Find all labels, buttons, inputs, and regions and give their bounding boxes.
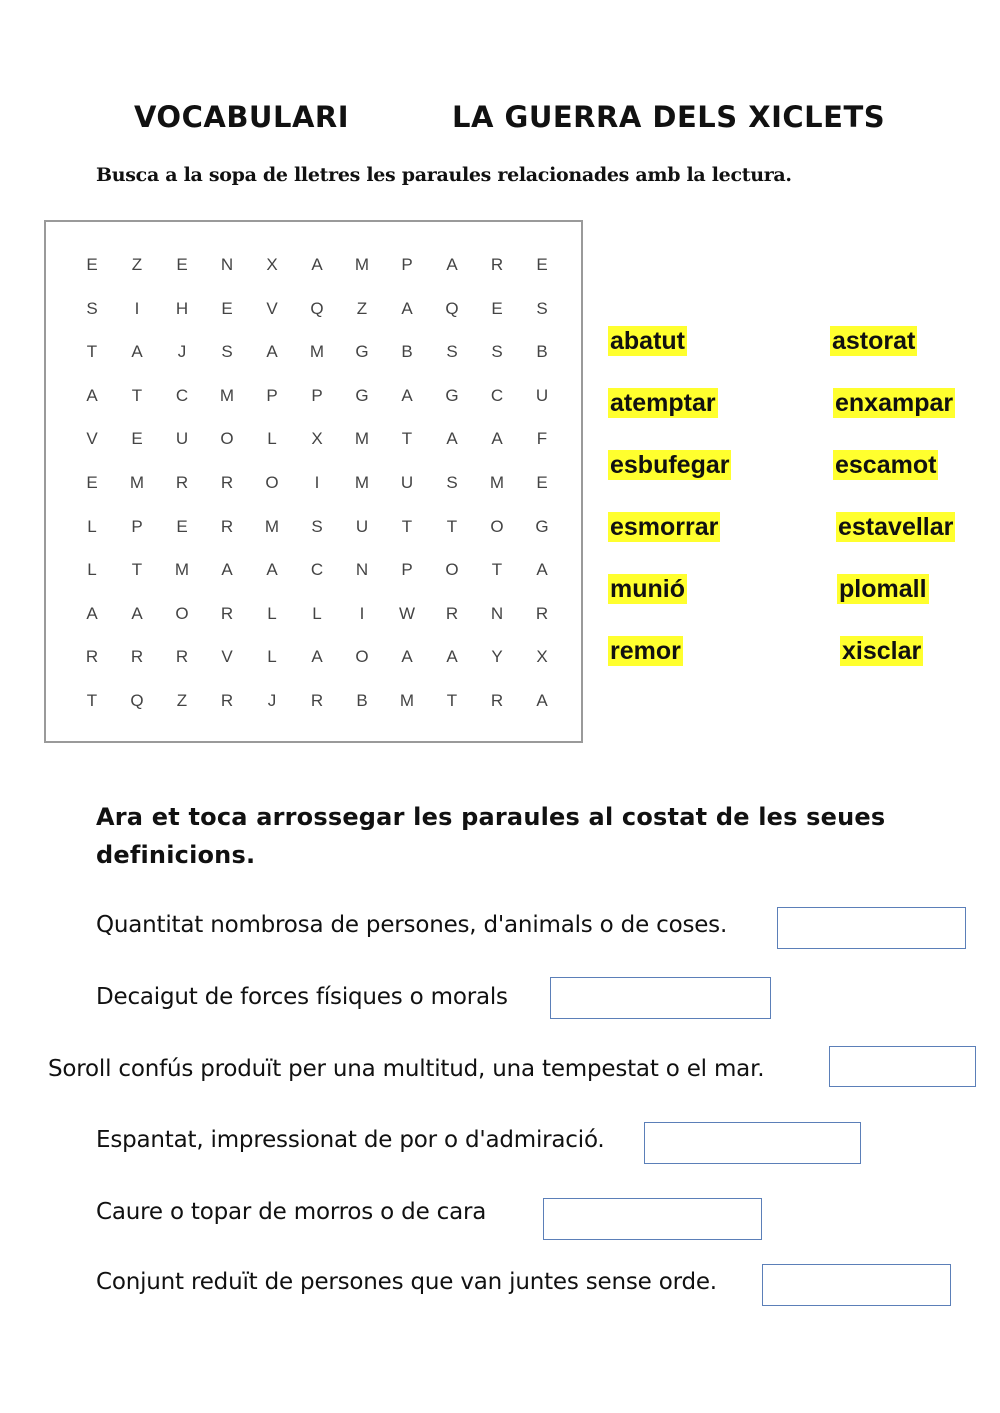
grid-letter[interactable]: T <box>401 516 413 536</box>
answer-box-5[interactable] <box>543 1198 762 1240</box>
grid-letter[interactable]: P <box>131 516 143 536</box>
grid-letter[interactable]: H <box>175 298 189 318</box>
grid-letter[interactable]: L <box>87 516 97 536</box>
grid-letter[interactable]: A <box>131 603 143 623</box>
grid-letter[interactable]: M <box>219 385 235 405</box>
grid-letter[interactable]: E <box>176 255 188 274</box>
word-escamot[interactable]: escamot <box>835 451 937 479</box>
grid-letter[interactable]: J <box>177 342 187 362</box>
grid-letter[interactable]: U <box>400 473 414 492</box>
grid-letter[interactable]: X <box>266 255 278 274</box>
grid-letter[interactable]: A <box>266 342 278 362</box>
grid-letter[interactable]: M <box>354 473 370 492</box>
grid-letter[interactable]: V <box>221 647 233 667</box>
grid-letter[interactable]: M <box>354 429 370 449</box>
grid-letter[interactable]: S <box>86 298 98 318</box>
grid-letter[interactable]: I <box>134 298 140 318</box>
grid-letter[interactable]: A <box>86 603 98 623</box>
grid-letter[interactable]: E <box>491 298 503 318</box>
grid-letter[interactable]: O <box>445 560 459 580</box>
grid-letter[interactable]: Q <box>445 298 459 318</box>
grid-letter[interactable]: R <box>490 255 504 274</box>
word-search-instruction: Busca a la sopa de lletres les paraules relacionades amb la lectura. <box>96 164 792 186</box>
title-story: LA GUERRA DELS XICLETS <box>452 100 886 134</box>
grid-letter[interactable]: T <box>401 429 413 449</box>
grid-letter[interactable]: U <box>355 516 369 536</box>
definition-3: Soroll confús produït per una multitud, una tempestat o el mar. <box>48 1056 765 1082</box>
grid-letter[interactable]: R <box>175 473 189 492</box>
grid-letter[interactable]: C <box>310 560 324 580</box>
grid-letter[interactable]: R <box>220 603 234 623</box>
grid-letter[interactable]: U <box>535 385 549 405</box>
grid-letter[interactable]: A <box>401 647 413 667</box>
grid-letter[interactable]: Y <box>491 647 503 667</box>
grid-letter[interactable]: R <box>220 691 234 710</box>
grid-letter[interactable]: N <box>220 255 234 274</box>
grid-letter[interactable]: R <box>220 473 234 492</box>
grid-letter[interactable]: O <box>265 473 279 492</box>
word-abatut[interactable]: abatut <box>610 327 685 355</box>
grid-letter[interactable]: G <box>355 342 369 362</box>
word-esbufegar[interactable]: esbufegar <box>610 451 730 479</box>
grid-letter[interactable]: R <box>85 647 99 667</box>
grid-letter[interactable]: R <box>310 691 324 710</box>
grid-letter[interactable]: N <box>355 560 369 580</box>
grid-letter[interactable]: F <box>536 429 548 449</box>
grid-letter[interactable]: O <box>355 647 369 667</box>
grid-letter[interactable]: M <box>309 342 325 362</box>
grid-letter[interactable]: E <box>221 298 233 318</box>
grid-letter[interactable]: E <box>86 255 98 274</box>
grid-letter[interactable]: G <box>355 385 369 405</box>
grid-letter[interactable]: A <box>311 647 323 667</box>
grid-letter[interactable]: P <box>266 385 278 405</box>
grid-letter[interactable]: T <box>131 560 143 580</box>
grid-letter[interactable]: X <box>311 429 323 449</box>
grid-letter[interactable]: T <box>86 342 98 362</box>
grid-letter[interactable]: M <box>174 560 190 580</box>
grid-letter[interactable]: M <box>354 255 370 274</box>
word-esmorrar[interactable]: esmorrar <box>610 513 719 541</box>
grid-letter[interactable]: I <box>359 603 365 623</box>
grid-letter[interactable]: L <box>267 429 277 449</box>
word-estavellar[interactable]: estavellar <box>838 513 954 541</box>
grid-letter[interactable]: M <box>129 473 145 492</box>
grid-letter[interactable]: S <box>491 342 503 362</box>
answer-box-1[interactable] <box>777 907 966 949</box>
grid-letter[interactable]: P <box>401 560 413 580</box>
word-xisclar[interactable]: xisclar <box>842 637 922 665</box>
grid-letter[interactable]: G <box>535 516 549 536</box>
grid-letter[interactable]: C <box>490 385 504 405</box>
grid-letter[interactable]: A <box>311 255 323 274</box>
grid-letter[interactable]: Q <box>130 691 144 710</box>
grid-letter[interactable]: A <box>536 691 548 710</box>
grid-letter[interactable]: T <box>131 385 143 405</box>
grid-letter[interactable]: R <box>175 647 189 667</box>
grid-letter[interactable]: C <box>175 385 189 405</box>
grid-letter[interactable]: P <box>311 385 323 405</box>
definition-5: Caure o topar de morros o de cara <box>96 1199 487 1225</box>
grid-letter[interactable]: O <box>220 429 234 449</box>
grid-letter[interactable]: I <box>314 473 320 492</box>
word-plomall[interactable]: plomall <box>839 575 927 603</box>
definition-2: Decaigut de forces físiques o morals <box>96 984 508 1010</box>
matching-instruction: Ara et toca arrossegar les paraules al costat de les seues definicions. <box>96 803 886 869</box>
grid-letter[interactable]: Q <box>310 298 324 318</box>
grid-letter[interactable]: A <box>446 647 458 667</box>
answer-box-2[interactable] <box>550 977 771 1019</box>
grid-letter[interactable]: M <box>264 516 280 536</box>
grid-letter[interactable]: R <box>220 516 234 536</box>
title-vocabulari: VOCABULARI <box>134 100 350 134</box>
grid-letter[interactable]: R <box>130 647 144 667</box>
grid-letter[interactable]: A <box>86 385 98 405</box>
grid-letter[interactable]: T <box>446 691 458 710</box>
grid-letter[interactable]: S <box>446 473 458 492</box>
grid-letter[interactable]: A <box>401 385 413 405</box>
grid-letter[interactable]: X <box>536 647 548 667</box>
word-munio[interactable]: munió <box>610 575 685 603</box>
word-search-grid <box>44 220 583 743</box>
grid-letter[interactable]: O <box>490 516 504 536</box>
grid-letter[interactable]: A <box>131 342 143 362</box>
grid-letter[interactable]: R <box>535 603 549 623</box>
definition-4: Espantat, impressionat de por o d'admiració. <box>96 1127 605 1153</box>
grid-letter[interactable]: L <box>87 560 97 580</box>
grid-letter[interactable]: J <box>267 691 277 710</box>
grid-letter[interactable]: T <box>491 560 503 580</box>
grid-letter[interactable]: A <box>536 560 548 580</box>
answer-box-3[interactable] <box>829 1046 976 1087</box>
grid-letter[interactable]: P <box>401 255 413 274</box>
word-atemptar[interactable]: atemptar <box>610 389 716 417</box>
grid-letter[interactable]: Z <box>176 691 188 710</box>
grid-letter[interactable]: A <box>446 429 458 449</box>
word-remor[interactable]: remor <box>610 637 681 665</box>
grid-letter[interactable]: E <box>536 255 548 274</box>
grid-letter[interactable]: M <box>399 691 415 710</box>
grid-letter[interactable]: Z <box>131 255 143 274</box>
grid-letter[interactable]: E <box>536 473 548 492</box>
grid-letter[interactable]: N <box>490 603 504 623</box>
word-enxampar[interactable]: enxampar <box>835 389 954 417</box>
grid-letter[interactable]: L <box>267 603 277 623</box>
grid-letter[interactable]: T <box>86 691 98 710</box>
grid-letter[interactable]: B <box>356 691 368 710</box>
grid-letter[interactable]: O <box>175 603 189 623</box>
grid-letter[interactable]: B <box>536 342 548 362</box>
grid-letter[interactable]: L <box>312 603 322 623</box>
grid-letter[interactable]: S <box>536 298 548 318</box>
answer-box-6[interactable] <box>762 1264 951 1306</box>
grid-letter[interactable]: A <box>401 298 413 318</box>
grid-letter[interactable]: A <box>266 560 278 580</box>
grid-letter[interactable]: V <box>266 298 278 318</box>
grid-letter[interactable]: W <box>398 603 416 623</box>
grid-letter[interactable]: R <box>490 691 504 710</box>
grid-letter[interactable]: T <box>446 516 458 536</box>
grid-letter[interactable]: A <box>491 429 503 449</box>
grid-letter[interactable]: A <box>221 560 233 580</box>
grid-letter[interactable]: G <box>445 385 459 405</box>
word-astorat[interactable]: astorat <box>832 327 916 355</box>
grid-letter[interactable]: B <box>401 342 413 362</box>
grid-letter[interactable]: Z <box>356 298 368 318</box>
definition-6: Conjunt reduït de persones que van juntes sense orde. <box>96 1269 717 1295</box>
grid-letter[interactable]: E <box>176 516 188 536</box>
grid-letter[interactable]: A <box>446 255 458 274</box>
grid-letter[interactable]: E <box>86 473 98 492</box>
grid-letter[interactable]: V <box>86 429 98 449</box>
grid-letter[interactable]: U <box>175 429 189 449</box>
grid-letter[interactable]: E <box>131 429 143 449</box>
grid-letter[interactable]: L <box>267 647 277 667</box>
grid-letter[interactable]: R <box>445 603 459 623</box>
answer-box-4[interactable] <box>644 1122 861 1164</box>
grid-letter[interactable]: S <box>311 516 323 536</box>
grid-letter[interactable]: S <box>221 342 233 362</box>
grid-letter[interactable]: M <box>489 473 505 492</box>
grid-letter[interactable]: S <box>446 342 458 362</box>
definition-1: Quantitat nombrosa de persones, d'animals o de coses. <box>96 912 728 938</box>
